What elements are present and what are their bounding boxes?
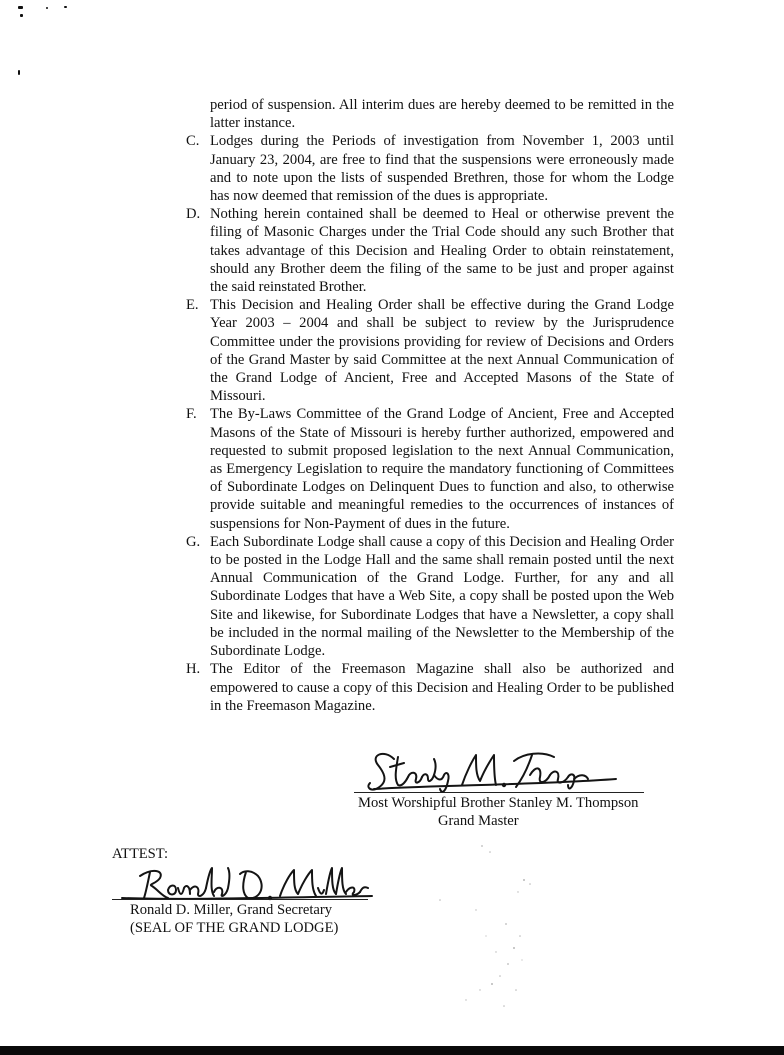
grand-secretary-signature-line — [112, 899, 368, 900]
clause-letter: H. — [186, 661, 201, 678]
scan-speck — [18, 70, 20, 75]
scan-speck — [46, 7, 48, 9]
clause-d — [176, 205, 674, 296]
grand-master-signature-line — [354, 792, 644, 793]
grand-master-title: Grand Master — [438, 813, 519, 829]
clause-text: The Editor of the Freemason Magazine shall also be authorized and empowered to cause a copy of this Decision and Healing Order to be published in the Freemason Magazine. — [210, 661, 674, 714]
scan-speck — [20, 14, 23, 17]
clause-text: The By-Laws Committee of the Grand Lodge of Ancient, Free and Accepted Masons of the State of Missouri is hereby further authorized, empowered and requested to submit proposed legislation to the next Annual Communication, as Emergency Legislation to require the mandatory functioning of Committees of Subordinate Lodges on Delinquent Dues to function and also, to otherwise provide suitable and meaningful remedies to the occurrences of instances of suspensions for Non-Payment of dues in the future. — [210, 406, 674, 532]
scan-speck — [18, 6, 23, 9]
clause-text: Nothing herein contained shall be deemed to Heal or otherwise prevent the filing of Masonic Charges under the Trial Code should any such Brother that takes advantage of this Decision and Healing Order to obtain reinstatement, should any Brother deem the filing of the same to be just and proper against the said reinstated Brother. — [210, 206, 674, 296]
seal-note: (SEAL OF THE GRAND LODGE) — [130, 920, 339, 936]
clause-letter: G. — [186, 533, 201, 550]
grand-secretary-handwritten-signature — [118, 858, 378, 904]
grand-master-name: Most Worshipful Brother Stanley M. Thompson — [358, 795, 639, 811]
clause-text: Lodges during the Periods of investigation from November 1, 2003 until January 23, 2004, are free to find that the suspensions were erroneously made and to note upon the lists of suspended Brethren, those for whom the Lodge has now deemed that remission of the dues is appropriate. — [210, 133, 674, 205]
clause-letter: F. — [186, 406, 197, 423]
clause-text: This Decision and Healing Order shall be effective during the Grand Lodge Year 2003 – 2004 and shall be subject to review by the Jurisprudence Committee under the provisions providing for review of Decisions and Orders of the Grand Master by said Committee at the next Annual Communication of the Grand Lodge of Ancient, Free and Accepted Masons of the State of Missouri. — [210, 297, 674, 405]
grand-master-signature-block — [340, 745, 680, 835]
document-body — [176, 96, 674, 715]
continuation-paragraph: period of suspension. All interim dues are hereby deemed to be remitted in the latter instance. — [210, 97, 674, 132]
attest-block — [108, 846, 408, 946]
scan-speck — [64, 6, 67, 8]
clause-letter: D. — [186, 206, 201, 223]
attest-label: ATTEST: — [112, 846, 169, 862]
clause-c — [176, 132, 674, 205]
clause-e — [176, 296, 674, 405]
grand-master-handwritten-signature — [364, 745, 624, 795]
clause-letter: C. — [186, 133, 200, 150]
clause-f — [176, 405, 674, 532]
clause-letter: E. — [186, 297, 199, 314]
scan-bottom-edge — [0, 1046, 784, 1055]
grand-secretary-name: Ronald D. Miller, Grand Secretary — [130, 902, 333, 918]
embossed-seal-impression — [420, 840, 550, 1020]
clause-g — [176, 533, 674, 660]
clause-text: Each Subordinate Lodge shall cause a copy of this Decision and Healing Order to be posted in the Lodge Hall and the same shall remain posted until the next Annual Communication of the Grand Lodge. Further, for any and all Subordinate Lodges that have a Web Site, a copy shall be posted upon the Web Site and likewise, for Subordinate Lodges that have a Newsletter, a copy shall be included in the normal mailing of the Newsletter to the Membership of the Subordinate Lodge. — [210, 533, 674, 660]
clause-h — [176, 660, 674, 715]
